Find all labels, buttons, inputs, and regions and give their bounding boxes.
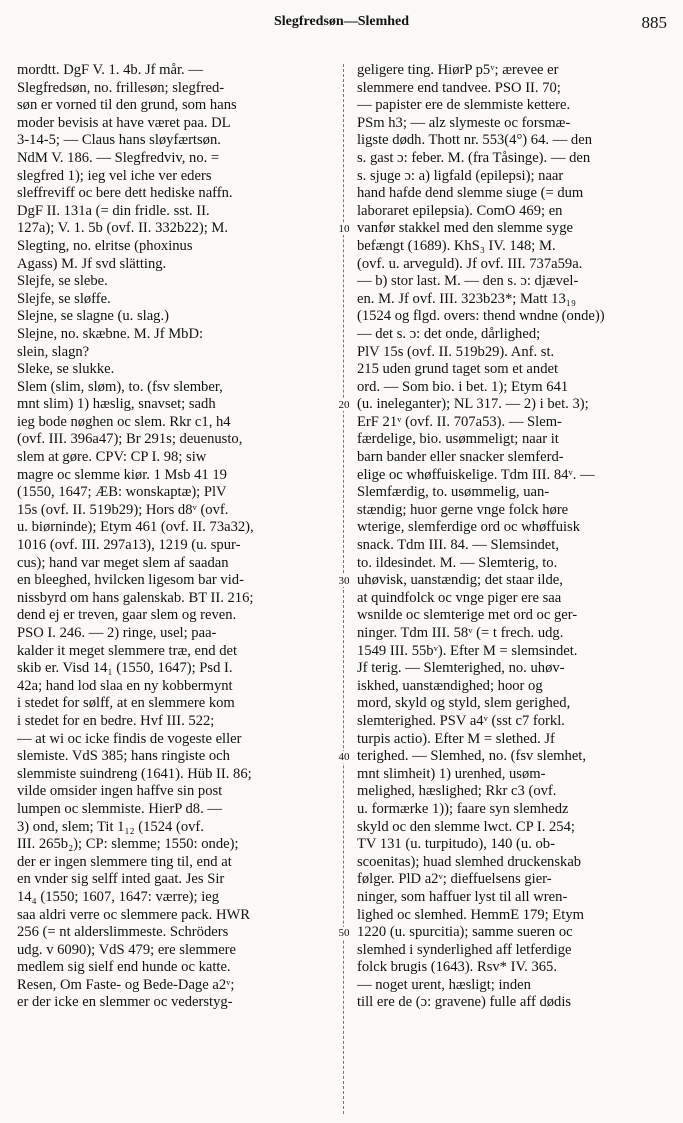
text-line: skyld oc den slemme lwct. CP I. 254;	[357, 818, 575, 835]
text-line: 14₄ (1550; 1607, 1647: værre); ieg	[17, 888, 220, 905]
text-line: laboraret epilepsia). ComO 469; en	[357, 202, 563, 219]
text-line: 127a); V. 1. 5b (ovf. II. 332b22); M.	[17, 220, 229, 237]
text-line: slein, slagn?	[17, 343, 90, 360]
text-line: 3-14-5; — Claus hans sløyfærtsøn.	[17, 132, 221, 149]
text-line: der er ingen slemmere ting til, end at	[17, 853, 232, 870]
text-line: 1016 (ovf. III. 297a13), 1219 (u. spur-	[17, 537, 241, 554]
text-line: — b) stor last. M. — den s. ɔ: djævel-	[357, 273, 579, 290]
text-line: PSO I. 246. — 2) ringe, usel; paa-	[17, 625, 217, 641]
text-line: mordtt. DgF V. 1. 4b. Jf mår. —	[17, 62, 203, 78]
text-line: 215 uden grund taget som et andet	[357, 361, 559, 378]
text-line: slemterighed. PSV a4ᵛ (sst c7 forkl.	[357, 712, 565, 729]
page-header	[0, 14, 683, 36]
text-line: slem at gøre. CPV: CP I. 98; siw	[17, 449, 207, 466]
running-head: Slegfredsøn—Slemhed	[273, 14, 410, 29]
text-line: Slegfredsøn, no. frillesøn; slegfred-	[17, 79, 225, 96]
text-line: PlV 15s (ovf. II. 519b29). Anf. st.	[357, 343, 555, 360]
text-line: s. sjuge ɔ: a) ligfald (epilepsi); naar	[357, 167, 564, 184]
text-line: mnt slimheit) 1) urenhed, usøm-	[357, 765, 546, 782]
text-line: — at wi oc icke findis de vogeste eller	[17, 730, 242, 747]
text-line: 256 (= nt alderslimmeste. Schröders	[17, 924, 229, 941]
column-divider	[343, 64, 344, 1114]
text-line: sleffreviff oc bere dett hediske naffn.	[17, 185, 233, 202]
text-line: wsnilde oc slemterige met ord oc ger-	[357, 607, 578, 624]
text-line: Slejfe, se sløffe.	[17, 290, 111, 307]
line-number: 40	[332, 751, 356, 763]
text-line: lumpen oc slemmiste. HierP d8. —	[17, 800, 222, 817]
text-line: till ere de (ɔ: gravene) fulle aff dødis	[357, 994, 572, 1011]
text-line: slegfred 1); ieg vel iche ver eders	[17, 167, 212, 184]
text-line: III. 265b₂); CP: slemme; 1550: onde);	[17, 836, 239, 853]
text-line: — papister ere de slemmiste kettere.	[357, 97, 571, 114]
text-line: (ovf. III. 396a47); Br 291s; deuenusto,	[17, 431, 243, 448]
text-line: ninger, som haffuer lyst til all wren-	[357, 888, 568, 905]
text-line: magre oc slemme kiør. 1 Msb 41 19	[17, 466, 227, 483]
page-number: 885	[641, 13, 667, 32]
text-line: iskhed, uanstændighed; hoor og	[357, 677, 543, 694]
line-number: 30	[332, 575, 356, 587]
text-line: u. formærke 1)); faare syn slemhedz	[357, 800, 569, 817]
text-line: kalder it meget slemmere træ, end det	[17, 642, 238, 659]
text-line: Sleke, se slukke.	[17, 361, 115, 378]
text-line: ord. — Som bio. i bet. 1); Etym 641	[357, 378, 569, 395]
text-line: — noget urent, hæsligt; inden	[357, 976, 531, 993]
text-line: (u. ineleganter); NL 317. — 2) i bet. 3);	[357, 396, 589, 413]
text-line: i stedet for sølff, at en slemmere kom	[17, 695, 235, 712]
text-line: stændig; huor gerne vnge folck høre	[357, 501, 569, 518]
text-line: cus); hand var meget slem af saadan	[17, 554, 229, 571]
text-line: medlem sig sielf end hunde oc katte.	[17, 959, 231, 976]
text-line: terighed. — Slemhed, no. (fsv slemhet,	[357, 748, 586, 765]
text-line: ErF 21ᵛ (ovf. II. 707a53). — Slem-	[357, 413, 562, 430]
text-line: befængt (1689). KhS₃ IV. 148; M.	[357, 237, 556, 254]
text-line: slemhed i synderlighed aff letferdige	[357, 941, 572, 958]
line-number: 50	[332, 927, 356, 939]
text-line: 1549 III. 55bᵛ). Efter M = slemsindet.	[357, 642, 578, 659]
text-line: u. biørninde); Etym 461 (ovf. II. 73a32),	[17, 519, 254, 536]
text-line: barn bander eller snacker slemferd-	[357, 449, 564, 466]
text-line: Slejne, se slagne (u. slag.)	[17, 308, 169, 325]
text-line: vilde omsider ingen haffve sin post	[17, 783, 223, 800]
text-line: geligere ting. HiørP p5ᵛ; ærevee er	[357, 62, 559, 78]
text-line: 42a; hand lod slaa en ny kobbermynt	[17, 677, 233, 694]
text-line: 1220 (u. spurcitia); samme sueren oc	[357, 924, 573, 941]
line-number: 10	[332, 223, 356, 235]
text-line: slemiste. VdS 385; hans ringiste och	[17, 748, 230, 765]
text-line: uhøvisk, uanstændig; det staar ilde,	[357, 572, 563, 589]
text-line: NdM V. 186. — Slegfredviv, no. =	[17, 149, 220, 166]
text-line: s. gast ɔ: feber. M. (fra Tåsinge). — den	[357, 149, 591, 166]
text-line: slemmere end tandvee. PSO II. 70;	[357, 79, 561, 96]
text-line: (ovf. u. arveguld). Jf ovf. III. 737a59a.	[357, 255, 583, 272]
text-line: — det s. ɔ: det onde, dårlighed;	[357, 325, 541, 342]
text-line: en bleeghed, hvilcken ligesom bar vid-	[17, 572, 244, 589]
text-line: PSm h3; — alz slymeste oc forsmæ-	[357, 114, 571, 131]
right-column	[357, 62, 667, 1012]
text-line: melighed, hæslighed; Rkr c3 (ovf.	[357, 783, 557, 800]
text-line: scoenitas); huad slemhed druckenskab	[357, 853, 582, 870]
text-line: en vnder sig selff inted gaat. Jes Sir	[17, 871, 225, 888]
text-line: (1524 og flgd. overs: thend wndne (onde))	[357, 308, 605, 325]
text-line: søn er vorned til den grund, som hans	[17, 97, 237, 114]
text-line: elige oc whøffuiskelige. Tdm III. 84ᵛ. —	[357, 466, 595, 483]
text-line: Slegting, no. elritse (phoxinus	[17, 237, 193, 254]
text-line: at quindfolck oc vnge piger ere saa	[357, 589, 562, 606]
text-line: i stedet for en bedre. Hvf III. 522;	[17, 712, 215, 729]
text-line: 3) ond, slem; Tit 1₁₂ (1524 (ovf.	[17, 818, 204, 835]
text-line: ligste dødh. Thott nr. 553(4°) 64. — den	[357, 132, 592, 149]
text-line: en. M. Jf ovf. III. 323b23*; Matt 13₁₉	[357, 290, 576, 307]
text-line: (1550, 1647; ÆB: wonskaptæ); PlV	[17, 484, 227, 501]
text-line: udg. v 6090); VdS 479; ere slemmere	[17, 941, 237, 958]
text-line: skib er. Visd 14₁ (1550, 1647); Psd I.	[17, 660, 233, 677]
text-line: vanfør stakkel med den slemme syge	[357, 220, 574, 237]
text-line: Agass) M. Jf svd slätting.	[17, 255, 167, 272]
text-line: turpis actio). Efter M = slethed. Jf	[357, 730, 555, 747]
text-line: DgF II. 131a (= din fridle. sst. II.	[17, 202, 210, 219]
text-line: mord, skyld og styld, slem gerighed,	[357, 695, 571, 712]
text-line: slemmiste suindreng (1641). Hüb II. 86;	[17, 765, 252, 782]
text-line: mnt slim) 1) hæslig, snavset; sadh	[17, 396, 216, 413]
text-line: snack. Tdm III. 84. — Slemsindet,	[357, 537, 559, 554]
text-line: Slejne, no. skæbne. M. Jf MbD:	[17, 325, 204, 342]
text-line: to. ildesindet. M. — Slemterig, to.	[357, 554, 558, 571]
text-line: TV 131 (u. turpitudo), 140 (u. ob-	[357, 836, 555, 853]
text-line: wterige, slemferdige ord oc whøffuisk	[357, 519, 581, 536]
text-line: moder bevisis at have været paa. DL	[17, 114, 231, 131]
text-line: Slejfe, se slebe.	[17, 273, 108, 290]
text-line: folck brugis (1643). Rsv* IV. 365.	[357, 959, 557, 976]
text-line: ieg bode nøghen oc slem. Rkr c1, h4	[17, 413, 231, 430]
left-column	[17, 62, 335, 1012]
text-line: nissbyrd om hans galenskab. BT II. 216;	[17, 589, 254, 606]
text-line: Slem (slim, sløm), to. (fsv slember,	[17, 378, 223, 395]
text-line: dend ej er treven, gaar slem og reven.	[17, 607, 237, 624]
line-number: 20	[332, 399, 356, 411]
text-line: 15s (ovf. II. 519b29); Hors d8ᵛ (ovf.	[17, 501, 229, 518]
text-line: lighed oc slemhed. HemmE 179; Etym	[357, 906, 584, 923]
text-line: ninger. Tdm III. 58ᵛ (= t frech. udg.	[357, 625, 564, 641]
text-line: følger. PlD a2ᵛ; dieffuelsens gier-	[357, 871, 552, 888]
text-line: hand hafde dend slemme siuge (= dum	[357, 185, 584, 202]
text-line: færdelige, bio. usømmeligt; naar it	[357, 431, 559, 448]
text-line: er der icke en slemmer oc vederstyg-	[17, 994, 233, 1011]
text-line: saa aldri verre oc slemmere pack. HWR	[17, 906, 250, 923]
text-line: Slemfærdig, to. usømmelig, uan-	[357, 484, 550, 501]
text-line: Resen, Om Faste- og Bede-Dage a2ᵛ;	[17, 976, 235, 993]
text-line: Jf terig. — Slemterighed, no. uhøv-	[357, 660, 565, 677]
